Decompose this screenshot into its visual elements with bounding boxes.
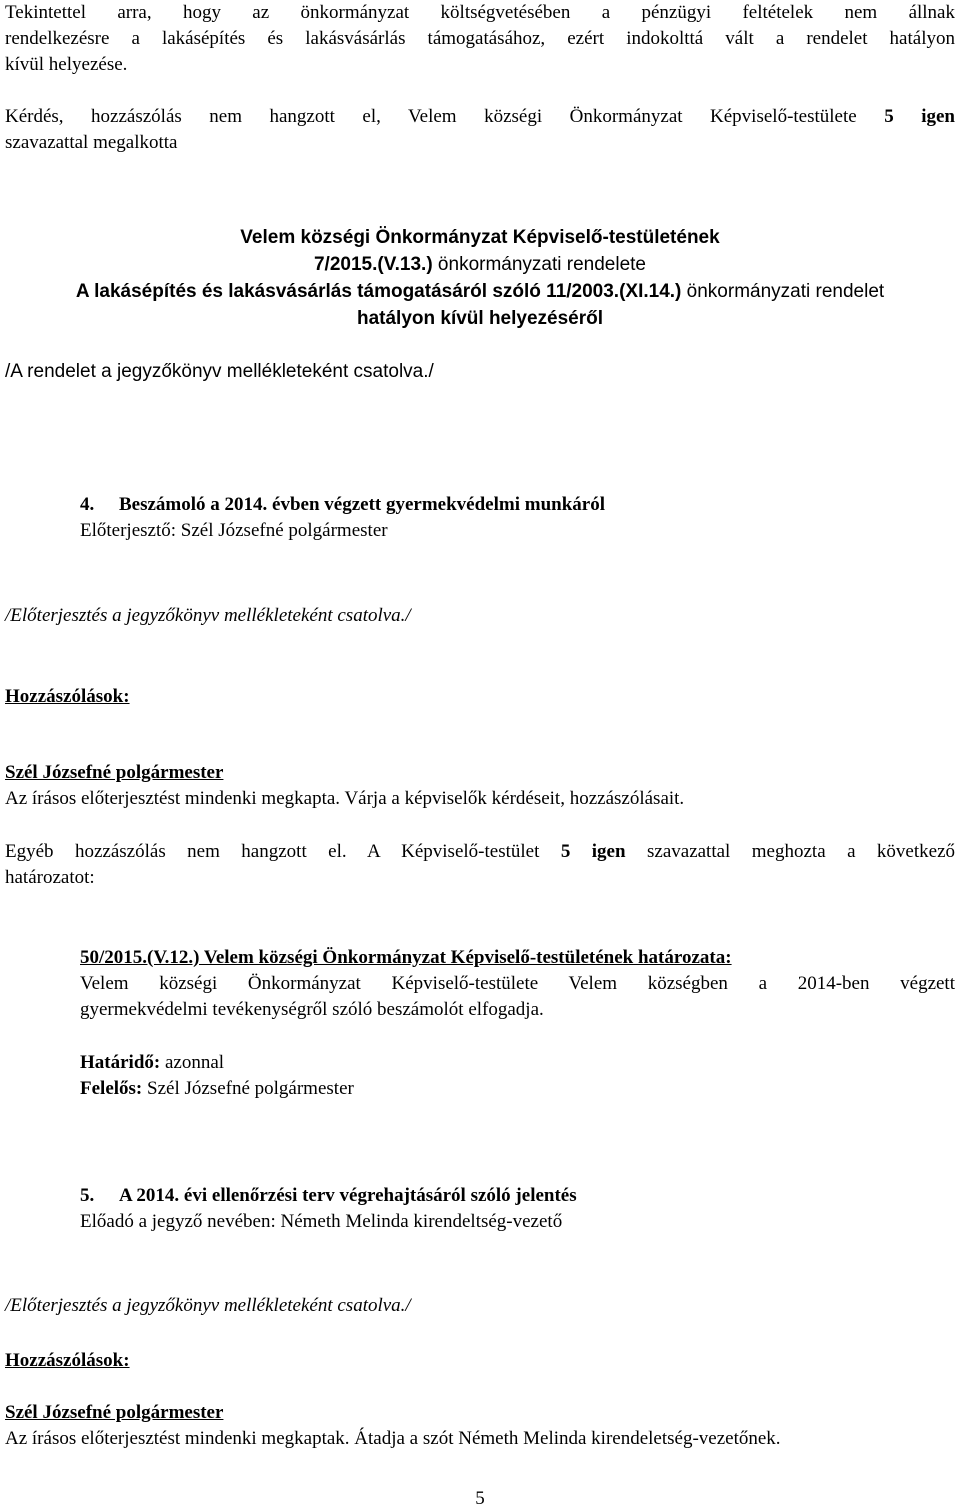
item-4-comments-heading: Hozzászólások:: [5, 686, 130, 707]
deadline-label: Határidő:: [80, 1052, 161, 1073]
item-4-speaker: Szél Józsefné polgármester: [5, 762, 224, 783]
item-5-speech: Az írásos előterjesztést mindenki megkaptak. Átadja a szót Németh Melinda kirendeletség-vezetőnek.: [5, 1428, 781, 1449]
vote-line-2: szavazattal megalkotta: [5, 132, 178, 153]
item-4-number: 4.: [80, 494, 95, 515]
decree-title-line-4: hatályon kívül helyezéséről: [356, 308, 604, 329]
item-4-presenter: Előterjesztő: Szél Józsefné polgármester: [80, 520, 388, 541]
item-5-speaker: Szél Józsefné polgármester: [5, 1402, 224, 1423]
responsible-value: Szél Józsefné polgármester: [142, 1078, 354, 1099]
item-5-comments-heading: Hozzászólások:: [5, 1350, 130, 1371]
page-number: 5: [475, 1488, 485, 1509]
item-5-presenter: Előadó a jegyző nevében: Németh Melinda kirendeltség-vezető: [80, 1211, 563, 1232]
vote-count: 5 igen: [884, 106, 955, 127]
decree-number: 7/2015.(V.13.): [313, 254, 433, 275]
resolution-body-line-1: Velem községi Önkormányzat Képviselő-testülete Velem községben a 2014-ben végzett: [80, 973, 955, 994]
item-4-vote-count: 5 igen: [560, 841, 626, 862]
decree-title-line-1: Velem községi Önkormányzat Képviselő-testületének: [240, 227, 720, 248]
item-5-title: A 2014. évi ellenőrzési terv végrehajtásáról szóló jelentés: [119, 1185, 577, 1206]
item-5-number: 5.: [80, 1185, 95, 1206]
resolution-body-line-2: gyermekvédelmi tevékenységről szóló beszámolót elfogadja.: [80, 999, 544, 1020]
resolution-title: 50/2015.(V.12.) Velem községi Önkormányzat Képviselő-testületének határozata:: [80, 947, 732, 968]
repealed-decree-number: 11/2003.(XI.14.): [546, 281, 682, 302]
item-4-speech: Az írásos előterjesztést mindenki megkapta. Várja a képviselők kérdéseit, hozzászólásait.: [5, 788, 685, 809]
item-4-vote-text: Egyéb hozzászólás nem hangzott el. A Képviselő-testület: [5, 841, 540, 862]
item-4-vote-text-end: szavazattal meghozta a következő: [647, 841, 956, 862]
item-4-attachment-note: /Előterjesztés a jegyzőkönyv mellékleteként csatolva./: [5, 605, 411, 626]
item-4-vote-line-2: határozatot:: [5, 867, 95, 888]
decree-attachment-note: /A rendelet a jegyzőkönyv mellékleteként csatolva./: [5, 361, 434, 382]
item-5-attachment-note: /Előterjesztés a jegyzőkönyv mellékleteként csatolva./: [5, 1295, 411, 1316]
item-4-title: Beszámoló a 2014. évben végzett gyermekvédelmi munkáról: [119, 494, 605, 515]
intro-line-1: Tekintettel arra, hogy az önkormányzat költségvetésében a pénzügyi feltételek nem állnak: [5, 2, 955, 23]
deadline-value: azonnal: [160, 1052, 225, 1073]
responsible-label: Felelős:: [80, 1078, 143, 1099]
decree-type: önkormányzati rendelete: [432, 254, 646, 275]
repealed-decree-type: önkormányzati rendelet: [681, 281, 885, 302]
decree-title-line-2: [0, 252, 960, 278]
intro-line-2: rendelkezésre a lakásépítés és lakásvásárlás támogatásához, ezért indokolttá vált a rendelet hatályon: [5, 28, 955, 49]
resolution-deadline: [80, 1050, 224, 1076]
decree-title-line-3: [0, 279, 960, 305]
intro-line-3: kívül helyezése.: [5, 54, 128, 75]
resolution-responsible: [80, 1076, 354, 1102]
vote-line-1: [5, 104, 955, 130]
decree-subject: A lakásépítés és lakásvásárlás támogatásáról szóló: [75, 281, 547, 302]
vote-line-1-text: Kérdés, hozzászólás nem hangzott el, Velem községi Önkormányzat Képviselő-testülete: [5, 106, 857, 127]
item-4-vote-line-1: [5, 839, 955, 865]
